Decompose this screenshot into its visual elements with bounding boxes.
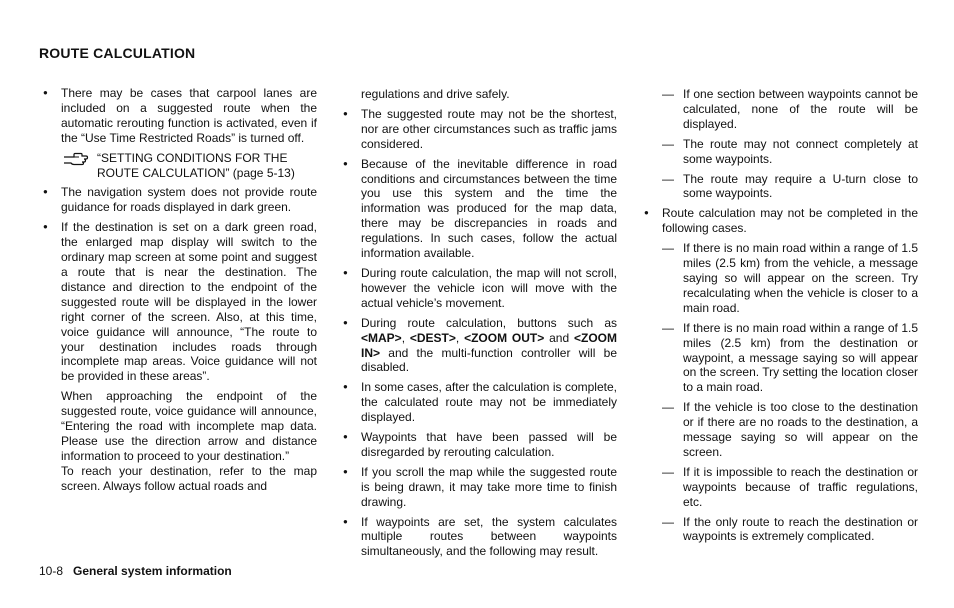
- dash-text: If there is no main road within a range of 1.5 miles (2.5 km) from the vehicle, a message saying so will appear on the screen. Try recalculating when the vehicle is closer to a main road.: [683, 241, 918, 315]
- dash-item: [642, 172, 918, 202]
- dash-text: If there is no main road within a range of 1.5 miles (2.5 km) from the destination or waypoint, a message saying so will appear on the screen. Try setting the location closer to a main road.: [683, 320, 918, 395]
- bullet-item: ● During route calculation, the map will not scroll, however the vehicle icon will move with the actual vehicle’s movement.: [341, 266, 617, 311]
- dash-item: [642, 137, 918, 167]
- dash-text: The route may not connect completely at some waypoints.: [683, 136, 918, 166]
- dash-text: The route may require a U-turn close to some waypoints.: [683, 171, 918, 201]
- bullet-text: ,: [401, 330, 410, 345]
- continued-text: regulations and drive safely.: [361, 87, 510, 101]
- column-2: [341, 87, 617, 564]
- bullet-item: ● Because of the inevitable difference in road conditions and circumstances between the time you use this system and the time the information was produced for the map data, there may be discrepancies in roads and regulations. In such cases, follow the actual information available.: [341, 157, 617, 261]
- reference-hand-icon: [63, 152, 89, 166]
- column-1: [41, 86, 317, 499]
- dash-text: If it is impossible to reach the destination or waypoints because of traffic regulations, etc.: [683, 464, 918, 509]
- dash-item: [642, 400, 918, 460]
- bullet-item: ● In some cases, after the calculation is complete, the calculated route may not be immediately displayed.: [341, 380, 617, 425]
- bullet-item: ● If waypoints are set, the system calculates multiple routes between waypoints simultaneously, and the following may result.: [341, 515, 617, 560]
- paragraph: To reach your destination, refer to the map screen. Always follow actual roads and: [61, 463, 317, 493]
- cross-reference-text: “SETTING CONDITIONS FOR THE ROUTE CALCULATION” (page 5-13): [97, 150, 295, 180]
- dest-key-label: <DEST>: [409, 330, 456, 345]
- dash-text: If the only route to reach the destination or waypoints is extremely complicated.: [683, 514, 918, 544]
- dash-text: If one section between waypoints cannot be calculated, none of the route will be displayed.: [683, 87, 918, 131]
- bullet-text: and: [544, 330, 574, 345]
- map-key-label: <MAP>: [361, 330, 402, 345]
- dash-mark: —: [662, 464, 674, 479]
- dash-mark: —: [662, 241, 674, 256]
- bullet-text: ,: [455, 330, 465, 345]
- dash-item: [642, 241, 918, 316]
- bullet-item: ● There may be cases that carpool lanes are included on a suggested route when the automatic rerouting function is activated, even if the “Use Time Restricted Roads” is turned off.: [41, 86, 317, 146]
- dash-item: [642, 465, 918, 510]
- zoom-in-key-label: <ZOOM IN>: [361, 330, 617, 360]
- cross-reference[interactable]: [41, 151, 317, 181]
- bullet-item: ● Route calculation may not be completed in the following cases.: [642, 206, 918, 236]
- section-name: General system information: [73, 564, 232, 578]
- dash-mark: —: [662, 87, 674, 101]
- dash-mark: —: [662, 171, 674, 186]
- bullet-text: and the multi-function controller will be disabled.: [361, 345, 617, 375]
- paragraph: When approaching the endpoint of the suggested route, voice guidance will announce, “Entering the road with incomplete map data. Please use the direction arrow and distance information to proceed to your destination.”: [61, 389, 317, 463]
- section-title: ROUTE CALCULATION: [39, 45, 196, 61]
- zoom-out-key-label: <ZOOM OUT>: [464, 330, 545, 345]
- bullet-item: ● If you scroll the map while the suggested route is being drawn, it may take more time to finish drawing.: [341, 465, 617, 510]
- bullet-item: ● The navigation system does not provide route guidance for roads displayed in dark green.: [41, 185, 317, 215]
- page-footer: [39, 564, 232, 578]
- page-number: 10-8: [39, 564, 64, 578]
- dash-item: [642, 321, 918, 396]
- bullet-item: ● Waypoints that have been passed will be disregarded by rerouting calculation.: [341, 430, 617, 460]
- bullet-text: During route calculation, buttons such as: [361, 315, 617, 330]
- dash-mark: —: [662, 400, 674, 415]
- column-3: [642, 87, 918, 549]
- bullet-item: ● If the destination is set on a dark green road, the enlarged map display will switch to the ordinary map screen at some point and suggest a route that is near the destination. The distance and direction to the endpoint of the suggested route will be displayed in the lower right corner of the screen. Also, at this time, voice guidance will announce, “The route to your destination includes roads through incomplete map areas. Voice guidance will not be provided in these areas”.: [41, 220, 317, 384]
- dash-mark: —: [662, 514, 674, 529]
- dash-mark: —: [662, 320, 674, 335]
- dash-text: If the vehicle is too close to the destination or if there are no roads to the destination, a message saying so will appear on the screen.: [683, 400, 918, 459]
- dash-mark: —: [662, 136, 674, 151]
- bullet-item: ● The suggested route may not be the shortest, nor are other circumstances such as traffic jams considered.: [341, 107, 617, 152]
- dash-item: [642, 87, 918, 132]
- dash-item: [642, 515, 918, 545]
- bullet-item: [341, 316, 617, 376]
